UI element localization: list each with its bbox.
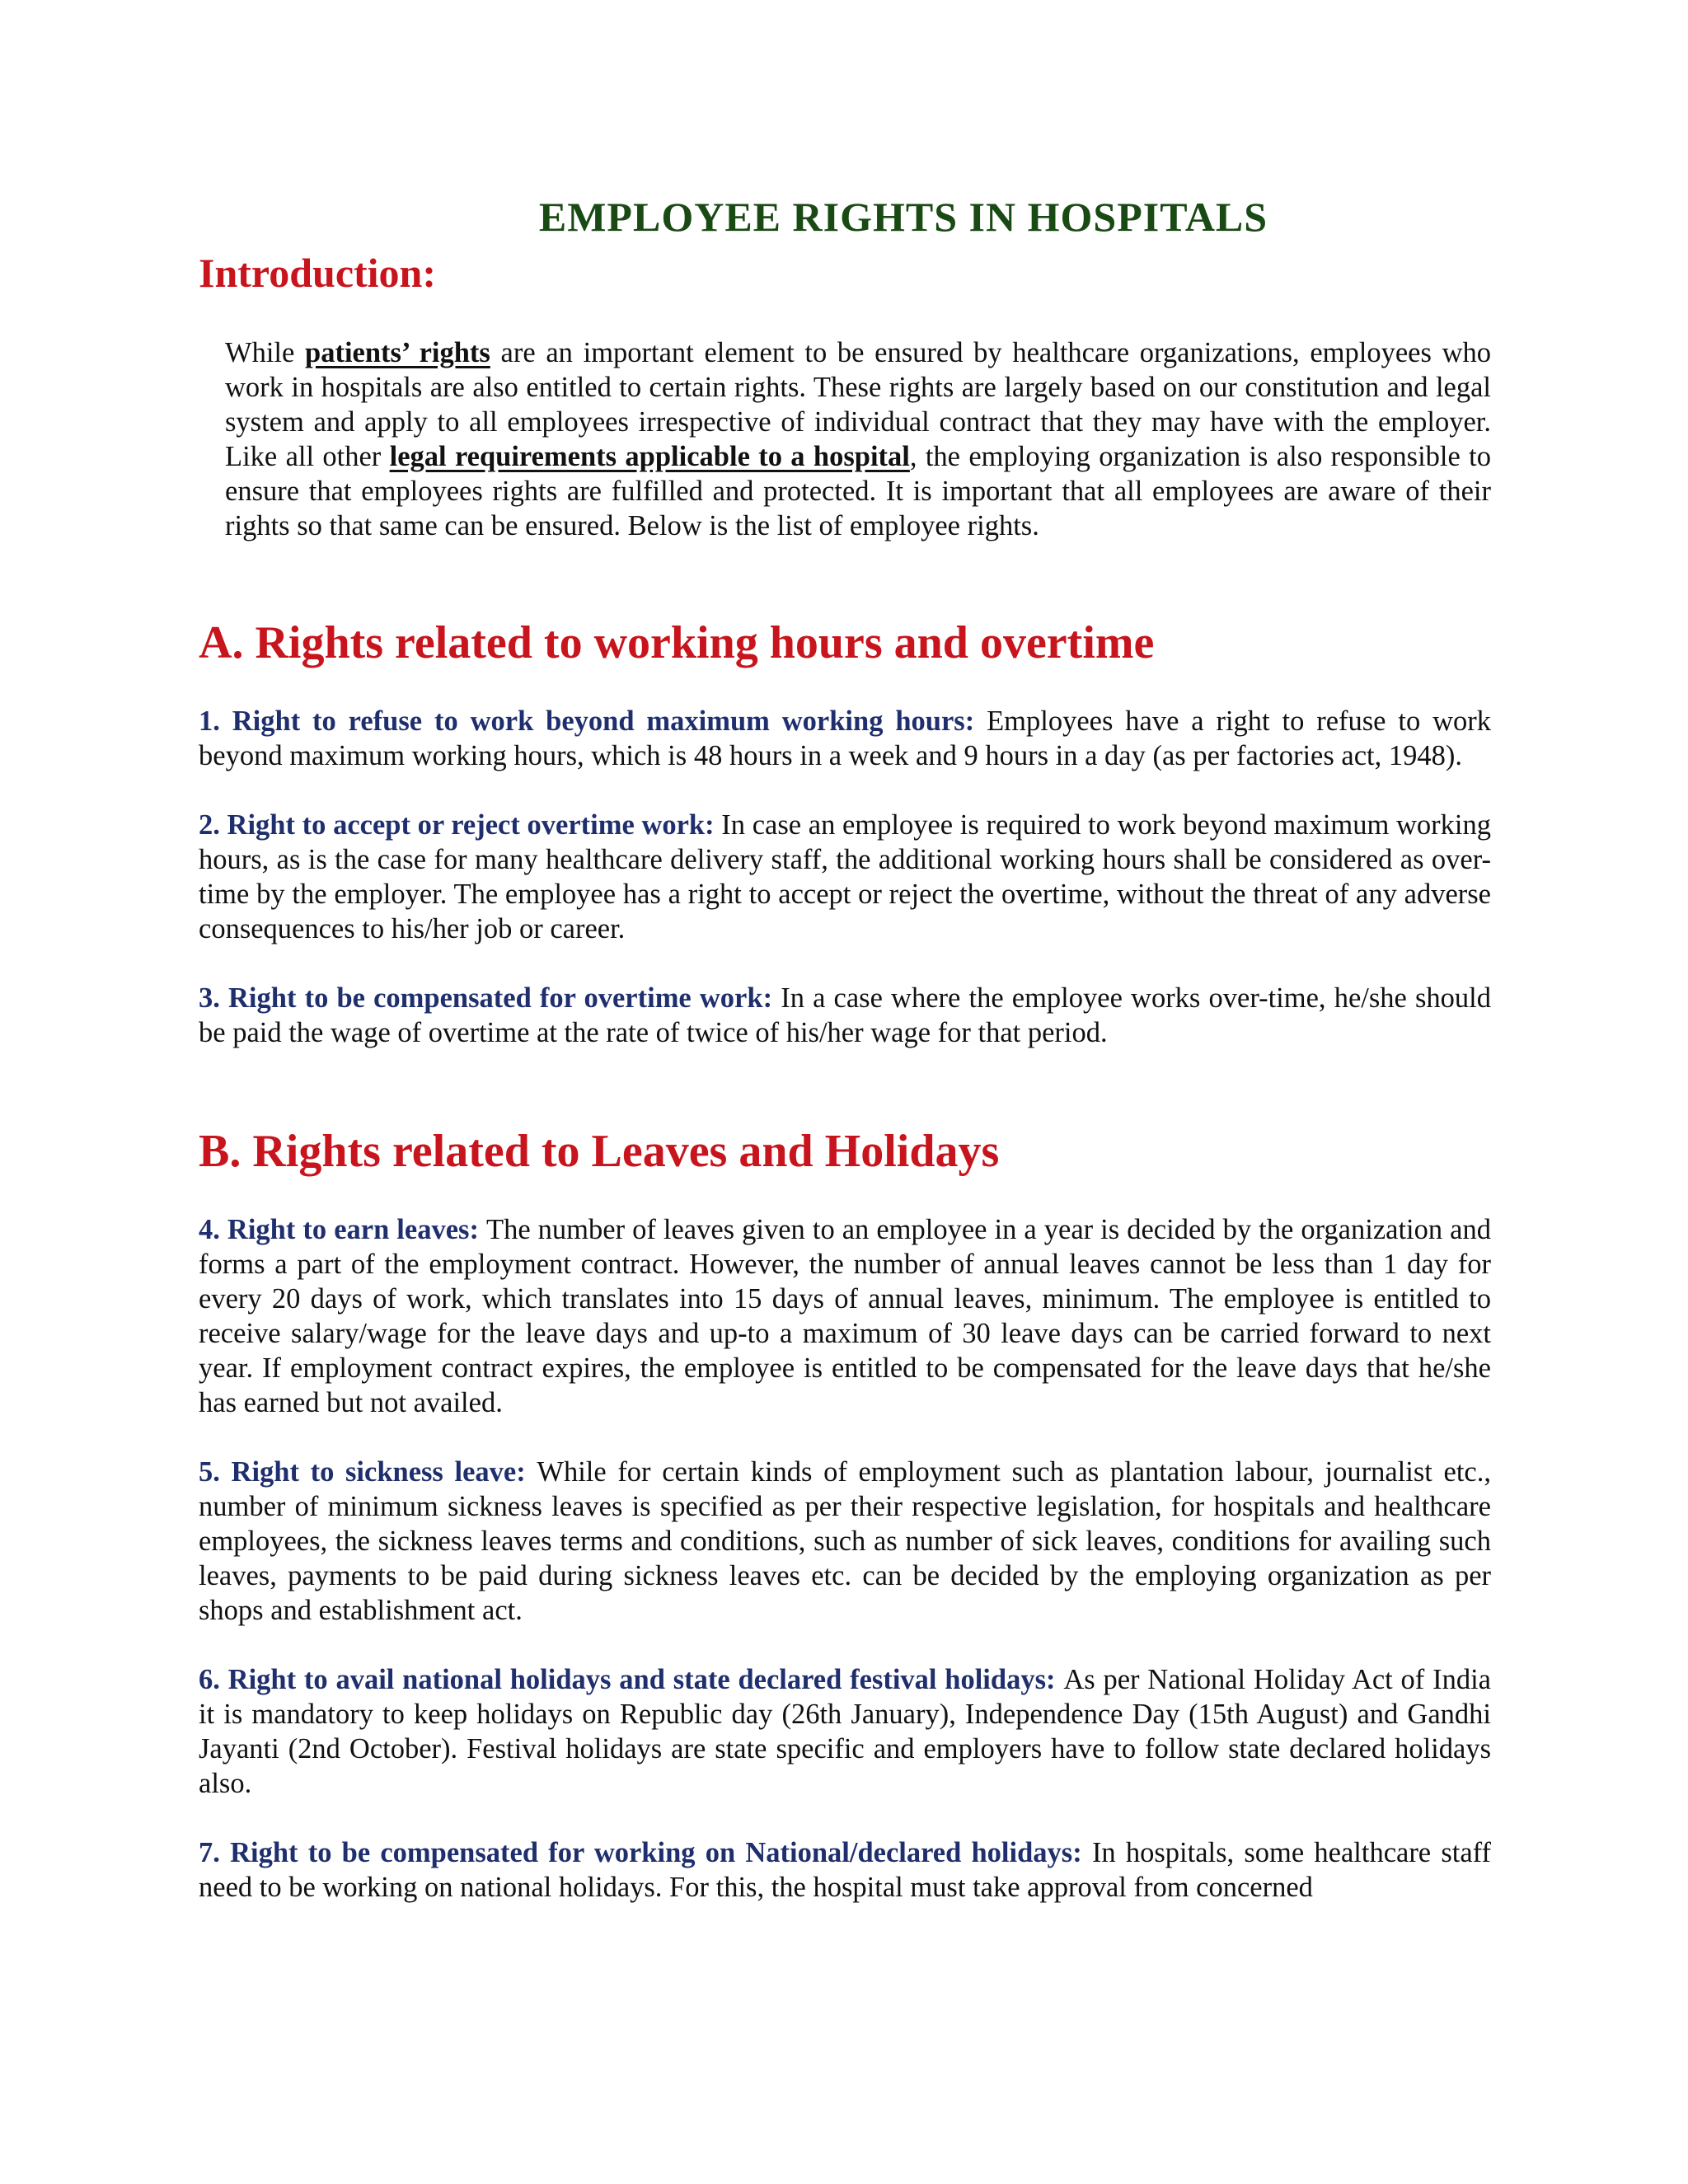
right-item-6: 6. Right to avail national holidays and state declared festival holidays: As per National Holiday Act of India it is mandatory to keep holidays on Republic day (26th January), Independence Day (15th August) and Gandhi Jayanti (2nd October). Festival holidays are state specific and employers have to follow state declared holidays also. [199,1663,1491,1799]
right-item-title: 2. Right to accept or reject overtime work [199,808,706,841]
right-item-3: 3. Right to be compensated for overtime work: In a case where the employee works over-time, he/she should be paid the wage of overtime at the rate of twice of his/her wage for that period. [199,982,1491,1048]
right-item-title: 5. Right to sickness leave [199,1455,517,1488]
intro-text-part2: are an important element to be ensured by healthcare organizations, employees who work in hospitals are also entitled to certain rights. These rights are largely based on our constitution and legal system and apply to all employees irrespective of individual contract that they may have with the employer. Like all other [225,336,1492,472]
intro-text-part1: While [225,336,306,368]
right-item-text: Employees have a right to refuse to work beyond maximum working hours, which is 48 hours in a week and 9 hours in a day (as per factories act, 1948). [199,705,1491,771]
right-item-text: The number of leaves given to an employee in a year is decided by the organization and forms a part of the employment contract. However, the number of annual leaves cannot be less than 1 day for every 20 days of work, which translates into 15 days of annual leaves, minimum. The employee is entitled to receive salary/wage for the leave days and up-to a maximum of 30 leave days can be carried forward to next year. If employment contract expires, the employee is entitled to be compensated for the leave days that he/she has earned but not availed. [199,1213,1491,1418]
section-a-heading: A. Rights related to working hours and overtime [199,616,1155,668]
right-item-text: In case an employee is required to work beyond maximum working hours, as is the case for many healthcare delivery staff, the additional working hours shall be considered as over-time by the employer. The employee has a right to accept or reject the overtime, without the threat of any adverse consequences to his/her job or career. [199,808,1491,944]
legal-requirements-link[interactable]: legal requirements applicable to a hospital [389,440,910,472]
patients-rights-link[interactable]: patients’ rights [305,336,490,368]
right-item-text: In hospitals, some healthcare staff need to be working on national holidays. For this, the hospital must take approval from concerned [199,1836,1492,1903]
right-item-2: 2. Right to accept or reject overtime work: In case an employee is required to work beyond maximum working hours, as is the case for many healthcare delivery staff, the additional working hours shall be considered as over-time by the employer. The employee has a right to accept or reject the overtime, without the threat of any adverse consequences to his/her job or career. [199,808,1491,944]
right-item-7: 7. Right to be compensated for working on National/declared holidays: In hospitals, some healthcare staff need to be working on national holidays. For this, the hospital must take approval from concerned [199,1836,1492,1903]
right-item-text: In a case where the employee works over-time, he/she should be paid the wage of overtime at the rate of twice of his/her wage for that period. [199,982,1491,1048]
introduction-heading: Introduction: [199,249,437,296]
introduction-paragraph [199,335,1491,543]
intro-text-part3: , the employing organization is also responsible to ensure that employees rights are fulfilled and protected. It is important that all employees are aware of their rights so that same can be ensured. Below is the list of employee rights. [225,440,1492,541]
document-page [199,191,1491,1939]
right-item-title: 6. Right to avail national holidays and state declared festival holidays [199,1663,1047,1695]
right-item-title: 3. Right to be compensated for overtime work [199,982,763,1014]
right-item-title: 7. Right to be compensated for working on National/declared holidays [199,1836,1073,1868]
right-item-text: As per National Holiday Act of India it is mandatory to keep holidays on Republic day (26th January), Independence Day (15th August) and Gandhi Jayanti (2nd October). Festival holidays are state specific and employers have to follow state declared holidays also. [199,1663,1491,1799]
right-item-1: 1. Right to refuse to work beyond maximum working hours: Employees have a right to refuse to work beyond maximum working hours, which is 48 hours in a week and 9 hours in a day (as per factories act, 1948). [199,705,1491,771]
right-item-title: 4. Right to earn leaves [199,1213,470,1245]
right-item-4: 4. Right to earn leaves: The number of leaves given to an employee in a year is decided by the organization and forms a part of the employment contract. However, the number of annual leaves cannot be less than 1 day for every 20 days of work, which translates into 15 days of annual leaves, minimum. The employee is entitled to receive salary/wage for the leave days and up-to a maximum of 30 leave days can be carried forward to next year. If employment contract expires, the employee is entitled to be compensated for the leave days that he/she has earned but not availed. [199,1213,1491,1418]
section-b-heading: B. Rights related to Leaves and Holidays [199,1125,1000,1177]
right-item-5: 5. Right to sickness leave: While for certain kinds of employment such as plantation labour, journalist etc., number of minimum sickness leaves is specified as per their respective legislation, for hospitals and healthcare employees, the sickness leaves terms and conditions, such as number of sick leaves, conditions for availing such leaves, payments to be paid during sickness leaves etc. can be decided by the employing organization as per shops and establishment act. [199,1455,1491,1626]
document-title: EMPLOYEE RIGHTS IN HOSPITALS [538,194,1268,240]
right-item-title: 1. Right to refuse to work beyond maximum working hours [199,705,965,737]
right-item-text: While for certain kinds of employment such as plantation labour, journalist etc., number of minimum sickness leaves is specified as per their respective legislation, for hospitals and healthcare employees, the sickness leaves terms and conditions, such as number of sick leaves, conditions for availing such leaves, payments to be paid during sickness leaves etc. can be decided by the employing organization as per shops and establishment act. [199,1455,1491,1626]
